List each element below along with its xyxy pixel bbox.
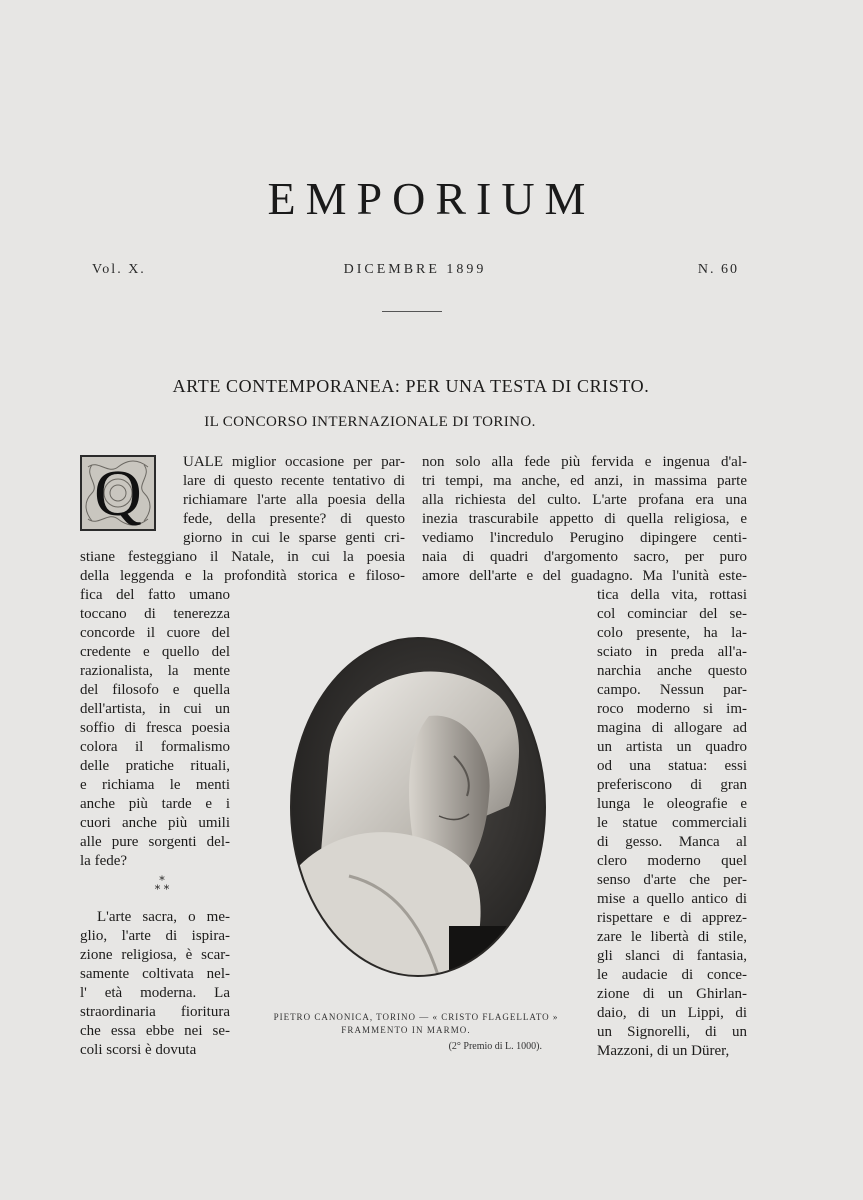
text-line: inezia trascurabile appetto di quella religiosa, e	[422, 511, 747, 527]
text-line: samente coltivata nel-	[80, 966, 230, 982]
text-line: zione religiosa, è scar-	[80, 947, 230, 963]
text-line: dell'artista, in cui un	[80, 701, 230, 717]
text-line: concorde il cuore del	[80, 625, 230, 641]
text-line: fede, della presente? di questo	[183, 511, 405, 527]
article-subtitle: IL CONCORSO INTERNAZIONALE DI TORINO.	[204, 414, 536, 430]
text-line: naia di quadri d'argomento sacro, per puro	[422, 549, 747, 565]
header-divider	[382, 311, 442, 312]
text-line: rispettare e di apprez-	[597, 910, 747, 926]
text-line: le statue commerciali	[597, 815, 747, 831]
text-line: lunga le oleografie e	[597, 796, 747, 812]
text-line: richiamare l'arte alla poesia della	[183, 492, 405, 508]
issue-date: DICEMBRE 1899	[343, 262, 487, 277]
text-line: giorno in cui le sparse genti cri-	[183, 530, 405, 546]
text-line: la fede?	[80, 853, 128, 869]
text-line: mise a quello antico di	[597, 891, 747, 907]
text-line: fica del fatto umano	[80, 587, 230, 603]
initial-letter: Q	[94, 457, 142, 530]
text-line: L'arte sacra, o me-	[97, 909, 230, 925]
issue-number: N. 60	[697, 262, 739, 277]
text-line: gli slanci di fantasia,	[597, 948, 747, 964]
text-line: daio, di un Lippi, di	[597, 1005, 747, 1021]
prize-note: (2° Premio di L. 1000).	[448, 1041, 542, 1052]
text-line: tica della vita, rottasi	[597, 587, 747, 603]
text-line: l' età moderna. La	[80, 985, 230, 1001]
text-line: colora il formalismo	[80, 739, 230, 755]
text-line: soffio di fresca poesia	[80, 720, 230, 736]
text-line: del filosofo e quella	[80, 682, 230, 698]
text-line: glio, l'arte di ispira-	[80, 928, 230, 944]
text-line: zare le libertà di stile,	[597, 929, 747, 945]
text-line: sciato in preda all'a-	[597, 644, 747, 660]
text-line: amore dell'arte e del guadagno. Ma l'unità este-	[422, 568, 747, 584]
text-line: vediamo l'incredulo Perugino dipingere centi-	[422, 530, 747, 546]
text-line: roco moderno si im-	[597, 701, 747, 717]
text-line: coli scorsi è dovuta	[80, 1042, 197, 1058]
text-line: anche più tarde e i	[80, 796, 230, 812]
figure-caption: PIETRO CANONICA, TORINO — « CRISTO FLAGELLATO »	[273, 1012, 559, 1022]
text-line: magina di allogare ad	[597, 720, 747, 736]
text-line: campo. Nessun par-	[597, 682, 747, 698]
text-line: stiane festeggiano il Natale, in cui la poesia	[80, 549, 405, 565]
text-line: alle pure sorgenti del-	[80, 834, 230, 850]
text-line: lare di questo recente tentativo di	[183, 473, 405, 489]
text-line: senso d'arte che per-	[597, 872, 747, 888]
asterism-top: *	[159, 874, 165, 887]
text-line: un artista un quadro	[597, 739, 747, 755]
text-line: od una statua: essi	[597, 758, 747, 774]
text-line: un Signorelli, di un	[597, 1024, 747, 1040]
masthead: EMPORIUM	[267, 173, 596, 224]
text-line: che essa ebbe nei se-	[80, 1023, 230, 1039]
text-line: alla richiesta del culto. L'arte profana era una	[422, 492, 747, 508]
text-line: cuori anche più umili	[80, 815, 230, 831]
text-line: narchia anche questo	[597, 663, 747, 679]
text-line: le audacie di conce-	[597, 967, 747, 983]
text-line: delle pratiche rituali,	[80, 758, 230, 774]
text-line: col cominciar del se-	[597, 606, 747, 622]
article-title: ARTE CONTEMPORANEA: PER UNA TESTA DI CRISTO.	[172, 376, 650, 396]
text-line: della leggenda e la profondità storica e filoso-	[80, 568, 405, 584]
figure-caption-material: FRAMMENTO IN MARMO.	[341, 1025, 471, 1035]
text-line: Mazzoni, di un Dürer,	[597, 1043, 730, 1059]
ornamental-initial	[80, 455, 156, 531]
volume-label: Vol. X.	[92, 262, 146, 277]
text-line: colo presente, ha la-	[597, 625, 747, 641]
section-asterism	[150, 876, 174, 894]
text-line: credente e quello del	[80, 644, 230, 660]
asterism-bottom: * *	[154, 883, 170, 896]
text-line: clero moderno quel	[597, 853, 747, 869]
text-line: straordinaria fioritura	[80, 1004, 230, 1020]
text-line: e richiama le menti	[80, 777, 230, 793]
christ-sculpture-photo	[289, 636, 547, 978]
text-line: preferiscono di gran	[597, 777, 747, 793]
text-line: razionalista, la mente	[80, 663, 230, 679]
text-line: UALE miglior occasione per par-	[183, 454, 405, 470]
text-line: di gesso. Manca al	[597, 834, 747, 850]
text-line: zione di un Ghirlan-	[597, 986, 747, 1002]
text-line: non solo alla fede più fervida e ingenua d'al-	[422, 454, 747, 470]
text-line: tri tempi, ma anche, ed anzi, in massima parte	[422, 473, 747, 489]
text-line: toccano di tenerezza	[80, 606, 230, 622]
